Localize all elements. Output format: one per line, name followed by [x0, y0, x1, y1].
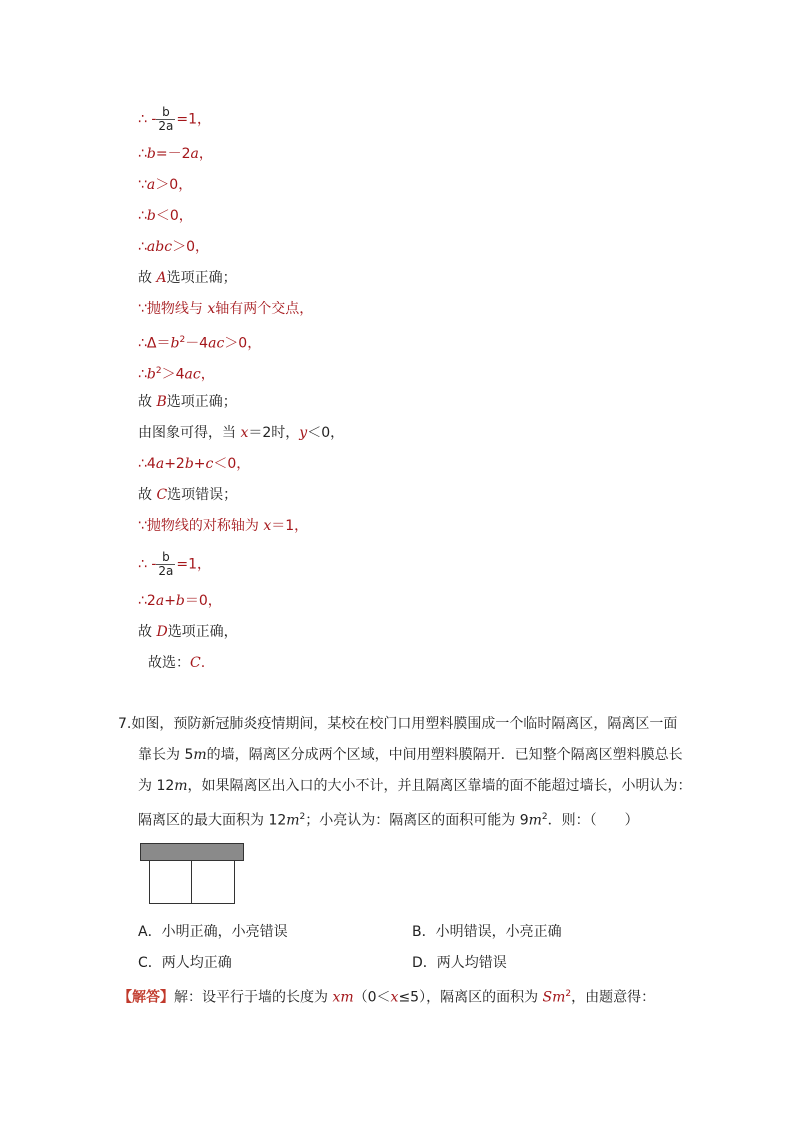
text: 轴有两个交点， [215, 301, 314, 317]
solution-line-10 [138, 393, 237, 411]
var: D [156, 624, 168, 640]
text: 故 [138, 270, 157, 286]
var: m [193, 747, 207, 763]
var: a [190, 146, 199, 162]
therefore-neg: ∴ - [138, 556, 157, 573]
text: 故 [138, 624, 157, 640]
text: 选项正确； [166, 270, 237, 286]
text: ， [200, 366, 215, 383]
superscript: 2 [299, 812, 306, 822]
text: 故 [138, 487, 157, 503]
question-line-3 [138, 777, 692, 795]
text: + [164, 593, 176, 609]
var: ac [208, 335, 225, 352]
solution-line-9 [138, 362, 215, 384]
therefore-neg: ∴ - [138, 111, 157, 128]
option-b[interactable]: B．小明错误，小亮正确 [412, 924, 562, 940]
var: xm [332, 989, 354, 1006]
var: A [156, 270, 167, 286]
text: 故选： [148, 655, 190, 671]
superscript: 2 [565, 989, 572, 999]
solution-line-6 [138, 269, 237, 287]
text: ＞0， [224, 335, 262, 352]
text: ．则：（ ） [547, 812, 639, 829]
answer-line [118, 985, 655, 1007]
text: ≤5），隔离区的面积为 [398, 989, 543, 1006]
var: abc [146, 239, 173, 255]
option-d[interactable]: D．两人均错误 [412, 955, 507, 971]
superscript: 2 [155, 366, 162, 376]
var: a [155, 593, 165, 609]
text: 的墙，隔离区分成两个区域，中间用塑料膜隔开．已知整个隔离区塑料膜总长 [206, 747, 683, 763]
var: c [205, 456, 214, 472]
solution-line-13 [138, 486, 237, 504]
var: b [146, 366, 156, 383]
var: m [528, 812, 542, 829]
text: 故 [138, 394, 157, 410]
var: C [156, 487, 168, 503]
text: ＜0， [307, 425, 345, 441]
isolation-area-outline [149, 860, 235, 904]
text: ∵ [138, 177, 147, 193]
var: m [286, 812, 300, 829]
text: ∵抛物线与 [138, 301, 208, 317]
var: b [170, 335, 180, 352]
equals-one: =1， [176, 111, 212, 128]
solution-line-8 [138, 331, 261, 353]
solution-line-16 [138, 592, 222, 610]
var: b [146, 146, 156, 162]
var: ac [184, 366, 201, 383]
fraction-numerator: b [162, 105, 170, 119]
text: ＜0， [155, 208, 193, 224]
answer-tag: 【解答】 [118, 989, 174, 1006]
text: （0＜ [353, 989, 391, 1006]
superscript: 2 [541, 812, 548, 822]
solution-line-2 [138, 145, 213, 163]
text: ∴ [138, 239, 147, 255]
text: ＞0， [172, 239, 209, 255]
text: ，由题意得： [571, 989, 656, 1006]
isolation-area-figure [140, 843, 244, 905]
wall-shape [140, 843, 244, 861]
option-c[interactable]: C．两人均正确 [138, 955, 232, 971]
fraction-denominator: 2a [158, 564, 174, 578]
text: 解：设平行于墙的长度为 [174, 989, 333, 1006]
text: ∴ [138, 208, 147, 224]
option-a[interactable]: A．小明正确，小亮错误 [138, 924, 288, 940]
question-line-4 [138, 808, 639, 830]
var: B [156, 394, 167, 410]
text: =－2 [155, 146, 191, 162]
text: ，如果隔离区出入口的大小不计，并且隔离区靠墙的面不能超过墙长，小明认为： [187, 778, 692, 794]
fraction-numerator: b [162, 550, 170, 564]
text: 选项正确， [167, 624, 238, 640]
fraction-denominator: 2a [158, 119, 174, 133]
var: b [175, 593, 185, 609]
text: ＝1， [271, 518, 309, 534]
var: x [390, 989, 399, 1006]
text: + [193, 456, 206, 472]
fraction [156, 106, 175, 133]
question-line-1: 7.如图，预防新冠肺炎疫情期间，某校在校门口用塑料膜围成一个临时隔离区，隔离区一面 [118, 716, 678, 732]
text: . [200, 655, 206, 671]
solution-line-18 [148, 654, 205, 672]
solution-line-7 [138, 300, 313, 318]
text: ∴ [138, 146, 147, 162]
text: ；小亮认为：隔离区的面积可能为 9 [305, 812, 529, 829]
text: 隔离区的最大面积为 12 [138, 812, 287, 829]
text: +2 [164, 456, 185, 472]
var: x [263, 518, 272, 534]
solution-line-11 [138, 424, 344, 442]
solution-line-5 [138, 238, 209, 256]
question-line-2 [138, 746, 683, 764]
var: x [240, 425, 249, 441]
text: ∴Δ＝ [138, 335, 171, 352]
text: ∴4 [138, 456, 156, 472]
text: ， [198, 146, 213, 162]
text: 靠长为 5 [138, 747, 194, 763]
solution-line-12 [138, 455, 250, 473]
solution-line-4 [138, 207, 193, 225]
text: ∴ [138, 366, 147, 383]
text: 选项错误； [167, 487, 238, 503]
var: b [184, 456, 194, 472]
solution-line-3 [138, 176, 192, 194]
text: －4 [185, 335, 209, 352]
text: 选项正确； [166, 394, 237, 410]
var: a [146, 177, 156, 193]
var: C [190, 655, 201, 671]
text: ∵抛物线的对称轴为 [138, 518, 264, 534]
text: ∴2 [138, 593, 156, 609]
fraction [156, 551, 175, 578]
var: x [207, 301, 216, 317]
var: a [155, 456, 165, 472]
solution-line-15 [138, 551, 211, 578]
equals-one: =1， [176, 556, 212, 573]
divider-line [191, 860, 192, 903]
var: y [299, 425, 308, 441]
var: m [174, 778, 188, 794]
var: b [146, 208, 156, 224]
text: 为 12 [138, 778, 175, 794]
text: ＜0， [213, 456, 251, 472]
var: Sm [542, 989, 566, 1006]
solution-line-17 [138, 623, 238, 641]
text: ＝2时， [248, 425, 300, 441]
text: ＞0， [155, 177, 193, 193]
superscript: 2 [179, 335, 186, 345]
text: ＝0， [184, 593, 222, 609]
solution-line-14 [138, 517, 308, 535]
text: ＞4 [161, 366, 185, 383]
solution-line-1 [138, 106, 211, 133]
text: 由图象可得，当 [138, 425, 241, 441]
